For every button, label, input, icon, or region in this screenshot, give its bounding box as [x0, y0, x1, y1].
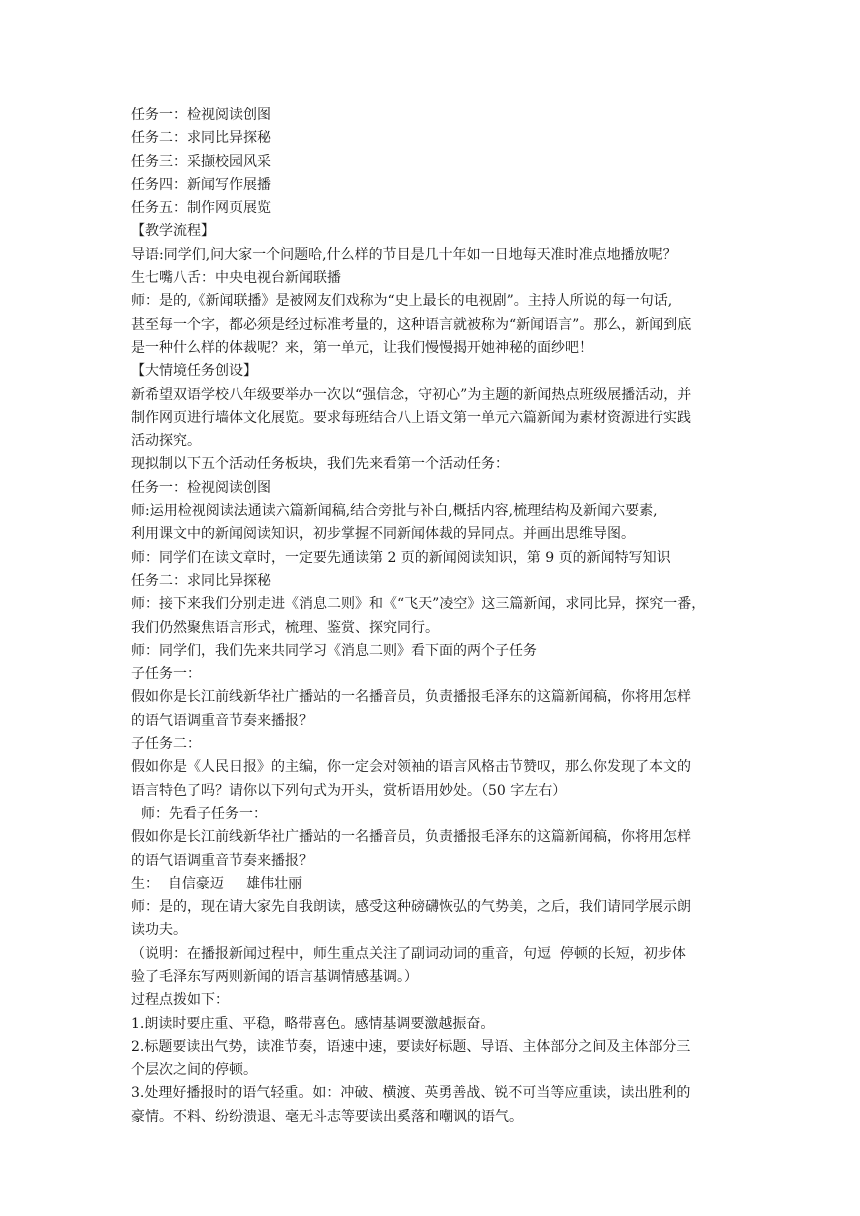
- text-line: 过程点拨如下：: [131, 992, 229, 1009]
- text-line: 任务二：求同比异探秘: [131, 572, 271, 589]
- text-line: 的语气语调重音节奏来播报？: [131, 852, 313, 869]
- text-line: 假如你是《人民日报》的主编，你一定会对领袖的语言风格击节赞叹，那么你发现了本文的: [131, 759, 691, 776]
- text-line: 个层次之间的停顿。: [131, 1062, 257, 1079]
- text-line: 假如你是长江前线新华社广播站的一名播音员，负责播报毛泽东的这篇新闻稿，你将用怎样: [131, 829, 691, 846]
- document-body: [131, 104, 736, 1129]
- text-line: 子任务二：: [131, 736, 201, 753]
- text-line: 语言特色了吗？请你以下列句式为开头，赏析语用妙处。（50 字左右）: [131, 782, 567, 799]
- text-line: 导语:同学们,问大家一个问题哈,什么样的节目是几十年如一日地每天准时准点地播放呢？: [131, 246, 677, 263]
- text-line: 任务一：检视阅读创图: [131, 107, 271, 123]
- text-line: 生： 自信豪迈 雄伟壮丽: [131, 875, 303, 892]
- text-line: 子任务一：: [131, 666, 201, 683]
- text-line: 活动探究。: [131, 433, 201, 450]
- text-line: 师：同学们，我们先来共同学习《消息二则》看下面的两个子任务: [131, 642, 537, 659]
- text-line: 师：是的，现在请大家先自我朗读，感受这种磅礴恢弘的气势美，之后，我们请同学展示朗: [131, 899, 691, 916]
- text-line: （说明：在播报新闻过程中，师生重点关注了副词动词的重音，句逗 停顿的长短，初步体: [131, 945, 686, 962]
- text-line: 任务五：制作网页展览: [131, 200, 271, 217]
- text-line: 读功夫。: [131, 922, 187, 939]
- text-line: 现拟制以下五个活动任务板块，我们先来看第一个活动任务：: [131, 456, 509, 473]
- text-line: 师：同学们在读文章时，一定要先通读第 2 页的新闻阅读知识，第 9 页的新闻特写知识: [131, 549, 671, 566]
- text-line: 假如你是长江前线新华社广播站的一名播音员，负责播报毛泽东的这篇新闻稿，你将用怎样: [131, 689, 691, 706]
- text-line: 任务二：求同比异探秘: [131, 130, 271, 147]
- text-line: 师：接下来我们分别走进《消息二则》和《“飞天”凌空》这三篇新闻，求同比异，探究一番，: [131, 596, 706, 613]
- text-line: 师：是的,《新闻联播》是被网友们戏称为“史上最长的电视剧”。主持人所说的每一句话,: [131, 293, 673, 310]
- text-line: 我们仍然聚焦语言形式，梳理、鉴赏、探究同行。: [131, 619, 439, 636]
- text-line: 1.朗读时要庄重、平稳，略带喜色。感情基调要激越振奋。: [131, 1015, 495, 1032]
- text-line: 甚至每一个字，都必须是经过标准考量的，这种语言就被称为“新闻语言”。那么，新闻到底: [131, 316, 692, 333]
- text-line: 的语气语调重音节奏来播报？: [131, 712, 313, 729]
- section-heading: 【大情境任务创设】: [131, 363, 257, 380]
- text-line: 2.标题要读出气势，读准节奏，语速中速，要读好标题、导语、主体部分之间及主体部分三: [131, 1038, 691, 1055]
- text-line: 利用课文中的新闻阅读知识，初步掌握不同新闻体裁的异同点。并画出思维导图。: [131, 526, 635, 543]
- section-heading: 【教学流程】: [131, 223, 215, 240]
- text-line: 任务三：采撷校园风采: [131, 153, 271, 170]
- text-line: 豪情。不料、纷纷溃退、毫无斗志等要读出奚落和嘲讽的语气。: [131, 1108, 523, 1125]
- text-line: 师:运用检视阅读法通读六篇新闻稿,结合旁批与补白,概括内容,梳理结构及新闻六要素,: [131, 503, 658, 520]
- text-line: 任务一：检视阅读创图: [131, 479, 271, 496]
- text-line: 新希望双语学校八年级要举办一次以“强信念，守初心”为主题的新闻热点班级展播活动，并: [131, 386, 692, 403]
- text-line: 生七嘴八舌：中央电视台新闻联播: [131, 270, 341, 287]
- text-line: 3.处理好播报时的语气轻重。如：冲破、横渡、英勇善战、锐不可当等应重读，读出胜利的: [131, 1085, 691, 1102]
- text-line: 任务四：新闻写作展播: [131, 176, 271, 193]
- text-line: 是一种什么样的体裁呢？来，第一单元，让我们慢慢揭开她神秘的面纱吧！: [131, 339, 593, 356]
- text-line: 师：先看子任务一：: [141, 805, 267, 822]
- text-line: 验了毛泽东写两则新闻的语言基调情感基调。）: [131, 968, 418, 985]
- text-line: 制作网页进行墙体文化展览。要求每班结合八上语文第一单元六篇新闻为素材资源进行实践: [131, 409, 691, 426]
